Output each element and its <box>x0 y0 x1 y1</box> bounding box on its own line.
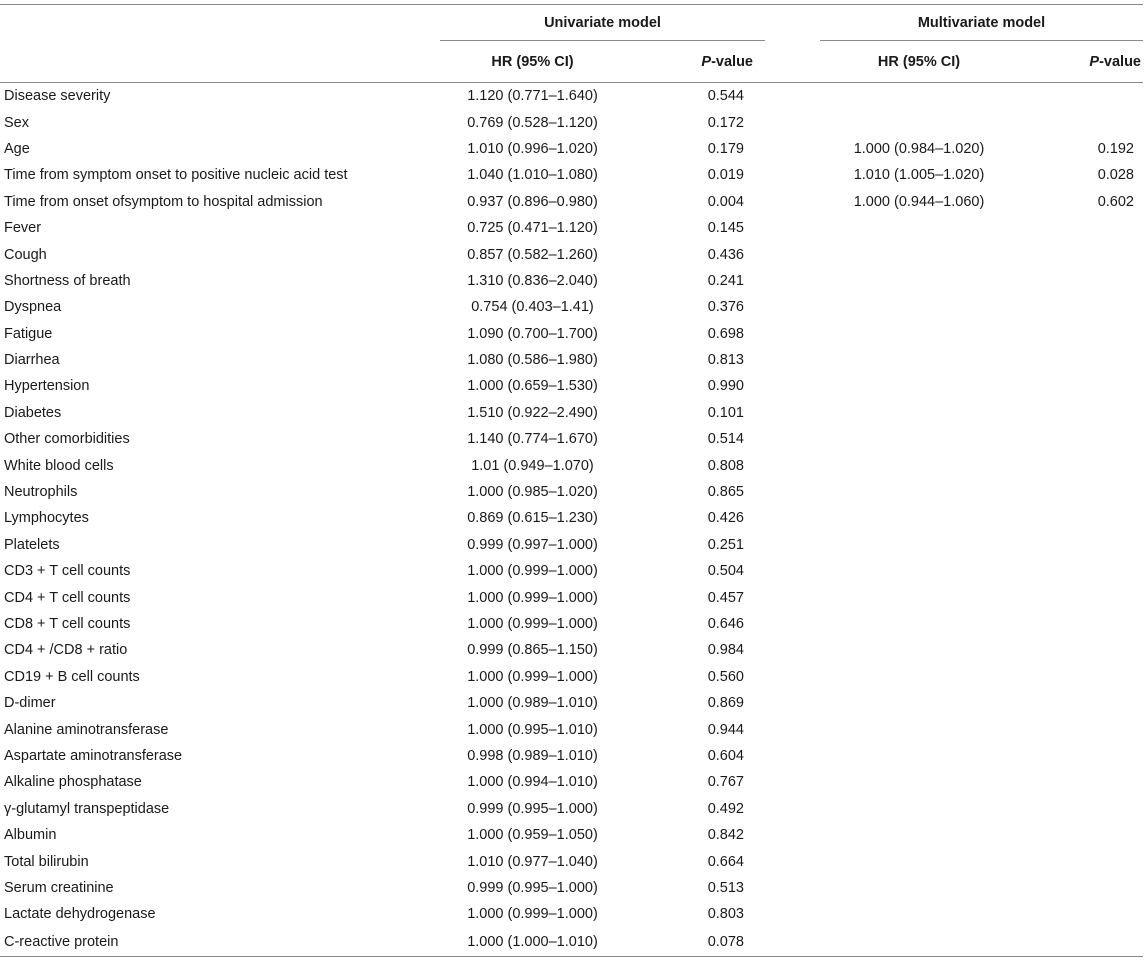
variable-cell: Time from symptom onset to positive nucleic acid test <box>4 167 348 184</box>
column-gap-cell <box>765 294 820 320</box>
univariate-hr-cell: 1.510 (0.922–2.490) <box>467 404 598 421</box>
univariate-p-value-cell: 0.251 <box>707 536 744 553</box>
multivariate-hr-cell <box>820 294 1018 320</box>
univariate-model-header: Univariate model <box>440 5 765 41</box>
variable-cell: Lymphocytes <box>4 510 89 527</box>
multivariate-p-value-cell <box>1018 426 1143 452</box>
header-gap <box>765 5 820 41</box>
variable-cell: Diarrhea <box>4 352 60 369</box>
univariate-p-value-cell: 0.813 <box>707 352 744 369</box>
variable-cell: Cough <box>4 246 47 263</box>
univariate-hr-cell: 0.725 (0.471–1.120) <box>467 220 598 237</box>
table-row <box>0 637 1143 663</box>
univariate-hr-cell: 0.937 (0.896–0.980) <box>467 193 598 210</box>
column-gap-cell <box>765 664 820 690</box>
univariate-hr-cell: 1.000 (0.989–1.010) <box>467 695 598 712</box>
column-gap-cell <box>765 268 820 294</box>
multivariate-hr-cell <box>820 611 1018 637</box>
column-gap-cell <box>765 479 820 505</box>
multivariate-p-value-cell <box>1018 294 1143 320</box>
variable-cell: Alanine aminotransferase <box>4 721 169 738</box>
univariate-p-value-cell: 0.241 <box>707 272 744 289</box>
univariate-p-value-cell: 0.865 <box>707 484 744 501</box>
table-row <box>0 452 1143 478</box>
univariate-hr-cell: 1.140 (0.774–1.670) <box>467 431 598 448</box>
variable-cell: Dyspnea <box>4 299 62 316</box>
univariate-hr-cell: 1.000 (0.995–1.010) <box>467 721 598 738</box>
univariate-hr-cell: 1.000 (0.999–1.000) <box>467 563 598 580</box>
variable-cell: Fatigue <box>4 325 53 342</box>
variable-cell: CD19 + B cell counts <box>4 668 140 685</box>
univariate-p-value-cell: 0.504 <box>707 563 744 580</box>
multivariate-p-value-cell <box>1018 268 1143 294</box>
multivariate-hr-cell <box>820 215 1018 241</box>
variable-cell: γ-glutamyl transpeptidase <box>4 800 170 817</box>
column-gap-cell <box>765 796 820 822</box>
column-gap-cell <box>765 848 820 874</box>
univariate-p-value-cell: 0.172 <box>707 114 744 131</box>
multivariate-hr-cell: 1.000 (0.944–1.060) <box>853 193 985 210</box>
variable-cell: Alkaline phosphatase <box>4 774 142 791</box>
column-gap-cell <box>765 452 820 478</box>
multivariate-p-value-header: P-value <box>1018 41 1143 83</box>
multivariate-p-value-cell <box>1018 109 1143 135</box>
multivariate-p-value-cell <box>1018 532 1143 558</box>
univariate-hr-cell: 1.000 (0.959–1.050) <box>467 827 598 844</box>
variable-cell: White blood cells <box>4 457 114 474</box>
univariate-hr-cell: 1.000 (0.999–1.000) <box>467 668 598 685</box>
table-row <box>0 373 1143 399</box>
multivariate-p-value-cell: 0.192 <box>1097 140 1134 157</box>
column-gap-cell <box>765 347 820 373</box>
table-row <box>0 611 1143 637</box>
table-row <box>0 83 1143 110</box>
univariate-p-value-cell: 0.078 <box>625 928 765 957</box>
multivariate-p-value-cell <box>1018 716 1143 742</box>
multivariate-p-value-cell <box>1018 743 1143 769</box>
univariate-hr-cell: 1.310 (0.836–2.040) <box>467 272 598 289</box>
table-row <box>0 769 1143 795</box>
column-gap-cell <box>765 875 820 901</box>
table-row <box>0 215 1143 241</box>
column-gap-cell <box>765 690 820 716</box>
table-row <box>0 109 1143 135</box>
univariate-p-value-cell: 0.604 <box>707 747 744 764</box>
variable-cell: Aspartate aminotransferase <box>4 747 183 764</box>
univariate-hr-cell: 0.754 (0.403–1.41) <box>471 299 594 316</box>
variable-cell: D-dimer <box>4 695 56 712</box>
multivariate-hr-cell <box>820 479 1018 505</box>
univariate-hr-cell: 0.999 (0.997–1.000) <box>467 536 598 553</box>
univariate-p-value-cell: 0.767 <box>707 774 744 791</box>
table-row <box>0 241 1143 267</box>
univariate-hr-cell: 0.998 (0.989–1.010) <box>467 747 598 764</box>
multivariate-p-value-cell <box>1018 452 1143 478</box>
variable-cell: Fever <box>4 220 42 237</box>
table-row <box>0 664 1143 690</box>
multivariate-hr-cell <box>820 822 1018 848</box>
table-row <box>0 901 1143 927</box>
univariate-p-value-cell: 0.646 <box>707 616 744 632</box>
column-gap-cell <box>765 743 820 769</box>
table-row <box>0 505 1143 531</box>
multivariate-p-value-cell <box>1018 848 1143 874</box>
table-row <box>0 928 1143 957</box>
multivariate-p-value-cell <box>1018 373 1143 399</box>
hazard-ratio-table <box>0 4 1143 957</box>
univariate-hr-cell: 1.010 (0.977–1.040) <box>467 853 598 870</box>
univariate-p-value-cell: 0.544 <box>707 88 744 105</box>
univariate-p-value-cell: 0.376 <box>707 299 744 316</box>
multivariate-p-value-cell: 0.028 <box>1097 167 1134 184</box>
multivariate-p-value-cell <box>1018 822 1143 848</box>
column-gap-cell <box>765 373 820 399</box>
multivariate-p-value-cell <box>1018 215 1143 241</box>
column-gap <box>765 41 820 83</box>
table-row <box>0 268 1143 294</box>
variable-cell: Shortness of breath <box>4 272 131 289</box>
table-row <box>0 875 1143 901</box>
column-gap-cell <box>765 83 820 110</box>
multivariate-hr-cell: 1.000 (0.984–1.020) <box>853 140 985 157</box>
multivariate-p-value-cell <box>1018 241 1143 267</box>
univariate-hr-cell: 1.000 (0.999–1.000) <box>467 616 598 632</box>
table-body <box>0 83 1143 957</box>
multivariate-p-value-cell <box>1018 769 1143 795</box>
column-gap-cell <box>765 241 820 267</box>
column-gap-cell <box>765 928 820 957</box>
table-row <box>0 584 1143 610</box>
variable-cell: Albumin <box>4 827 57 844</box>
univariate-hr-cell: 1.000 (1.000–1.010) <box>440 928 625 957</box>
table-row <box>0 532 1143 558</box>
table-row <box>0 796 1143 822</box>
multivariate-hr-cell <box>820 347 1018 373</box>
multivariate-p-value-cell <box>1018 611 1143 637</box>
variable-cell: Lactate dehydrogenase <box>4 906 156 923</box>
univariate-p-value-header: P-value <box>625 41 765 83</box>
column-gap-cell <box>765 505 820 531</box>
variable-cell: Disease severity <box>4 88 111 105</box>
multivariate-hr-cell <box>820 109 1018 135</box>
multivariate-p-value-cell <box>1018 637 1143 663</box>
multivariate-hr-cell <box>820 426 1018 452</box>
multivariate-p-value-cell <box>1018 664 1143 690</box>
univariate-hr-cell: 1.000 (0.994–1.010) <box>467 774 598 791</box>
multivariate-hr-cell <box>820 743 1018 769</box>
multivariate-hr-cell <box>820 690 1018 716</box>
variable-cell: Time from onset ofsymptom to hospital admission <box>4 193 323 210</box>
multivariate-hr-cell: 1.010 (1.005–1.020) <box>853 167 985 184</box>
column-gap-cell <box>765 136 820 162</box>
table-row <box>0 162 1143 188</box>
univariate-p-value-cell: 0.698 <box>707 325 744 342</box>
column-gap-cell <box>765 558 820 584</box>
univariate-hr-cell: 1.000 (0.999–1.000) <box>467 589 598 606</box>
variable-cell: Sex <box>4 114 29 131</box>
header-spacer <box>0 5 440 41</box>
column-gap-cell <box>765 637 820 663</box>
univariate-hr-cell: 0.999 (0.995–1.000) <box>467 800 598 817</box>
column-gap-cell <box>765 584 820 610</box>
univariate-p-value-cell: 0.513 <box>707 879 744 896</box>
multivariate-hr-cell <box>820 664 1018 690</box>
table-row <box>0 743 1143 769</box>
univariate-hr-cell: 1.120 (0.771–1.640) <box>467 88 598 105</box>
variable-cell: Platelets <box>4 536 60 553</box>
multivariate-hr-cell <box>820 584 1018 610</box>
table-row <box>0 189 1143 215</box>
univariate-p-value-cell: 0.869 <box>707 695 744 712</box>
univariate-hr-cell: 1.080 (0.586–1.980) <box>467 352 598 369</box>
table-row <box>0 479 1143 505</box>
multivariate-p-value-cell: 0.602 <box>1097 193 1134 210</box>
column-gap-cell <box>765 532 820 558</box>
multivariate-hr-cell <box>820 373 1018 399</box>
table-row <box>0 848 1143 874</box>
multivariate-hr-cell <box>820 796 1018 822</box>
multivariate-p-value-cell <box>1018 875 1143 901</box>
univariate-p-value-cell: 0.808 <box>707 457 744 474</box>
univariate-p-value-cell: 0.004 <box>707 193 744 210</box>
table-row <box>0 400 1143 426</box>
multivariate-hr-cell <box>820 505 1018 531</box>
multivariate-hr-cell <box>820 532 1018 558</box>
multivariate-hr-cell <box>820 558 1018 584</box>
column-gap-cell <box>765 189 820 215</box>
univariate-p-value-cell: 0.179 <box>707 140 744 157</box>
univariate-p-value-cell: 0.426 <box>707 510 744 527</box>
variable-cell: Neutrophils <box>4 484 78 501</box>
multivariate-hr-header: HR (95% CI) <box>820 41 1018 83</box>
variable-cell: CD8 + T cell counts <box>4 616 131 632</box>
multivariate-hr-cell <box>820 875 1018 901</box>
table-row <box>0 690 1143 716</box>
univariate-p-value-cell: 0.984 <box>707 642 744 659</box>
multivariate-hr-cell <box>820 241 1018 267</box>
variable-cell: Total bilirubin <box>4 853 89 870</box>
univariate-p-value-cell: 0.492 <box>707 800 744 817</box>
univariate-hr-cell: 1.090 (0.700–1.700) <box>467 325 598 342</box>
variable-cell: CD4 + T cell counts <box>4 589 131 606</box>
multivariate-p-value-cell <box>1018 83 1143 110</box>
multivariate-hr-cell <box>820 848 1018 874</box>
univariate-hr-cell: 1.000 (0.659–1.530) <box>467 378 598 395</box>
multivariate-p-value-cell <box>1018 901 1143 927</box>
variable-cell: Age <box>4 140 30 157</box>
column-gap-cell <box>765 901 820 927</box>
multivariate-p-value-cell <box>1018 479 1143 505</box>
table-row <box>0 294 1143 320</box>
univariate-hr-cell: 0.769 (0.528–1.120) <box>467 114 598 131</box>
univariate-p-value-cell: 0.664 <box>707 853 744 870</box>
multivariate-hr-cell <box>820 928 1018 957</box>
multivariate-hr-cell <box>820 321 1018 347</box>
multivariate-hr-cell <box>820 83 1018 110</box>
table-row <box>0 321 1143 347</box>
variable-cell: C-reactive protein <box>0 928 440 957</box>
table-row <box>0 716 1143 742</box>
column-gap-cell <box>765 716 820 742</box>
multivariate-hr-cell <box>820 901 1018 927</box>
univariate-p-value-cell: 0.944 <box>707 721 744 738</box>
variable-cell: CD3 + T cell counts <box>4 563 131 580</box>
multivariate-hr-cell <box>820 769 1018 795</box>
univariate-p-value-cell: 0.990 <box>707 378 744 395</box>
multivariate-hr-cell <box>820 400 1018 426</box>
univariate-p-value-cell: 0.457 <box>707 589 744 606</box>
column-gap-cell <box>765 426 820 452</box>
multivariate-hr-cell <box>820 268 1018 294</box>
table-row <box>0 136 1143 162</box>
column-gap-cell <box>765 162 820 188</box>
univariate-p-value-cell: 0.803 <box>707 906 744 923</box>
univariate-p-value-cell: 0.019 <box>707 167 744 184</box>
univariate-hr-cell: 1.01 (0.949–1.070) <box>471 457 594 474</box>
variable-cell: Other comorbidities <box>4 431 130 448</box>
univariate-hr-cell: 1.000 (0.999–1.000) <box>467 906 598 923</box>
table-row <box>0 347 1143 373</box>
univariate-hr-cell: 0.857 (0.582–1.260) <box>467 246 598 263</box>
table-header <box>0 5 1143 83</box>
multivariate-p-value-cell <box>1018 558 1143 584</box>
univariate-hr-cell: 1.000 (0.985–1.020) <box>467 484 598 501</box>
multivariate-p-value-cell <box>1018 928 1143 957</box>
variable-cell: Hypertension <box>4 378 90 395</box>
univariate-p-value-cell: 0.560 <box>707 668 744 685</box>
variable-column-header <box>0 41 440 83</box>
univariate-hr-cell: 0.999 (0.995–1.000) <box>467 879 598 896</box>
univariate-hr-cell: 0.869 (0.615–1.230) <box>467 510 598 527</box>
univariate-p-value-cell: 0.842 <box>707 827 744 844</box>
multivariate-p-value-cell <box>1018 690 1143 716</box>
table-row <box>0 558 1143 584</box>
multivariate-p-value-cell <box>1018 347 1143 373</box>
univariate-p-value-cell: 0.101 <box>707 404 744 421</box>
univariate-p-value-cell: 0.436 <box>707 246 744 263</box>
univariate-hr-cell: 0.999 (0.865–1.150) <box>467 642 598 659</box>
column-gap-cell <box>765 321 820 347</box>
column-gap-cell <box>765 769 820 795</box>
multivariate-hr-cell <box>820 452 1018 478</box>
multivariate-p-value-cell <box>1018 505 1143 531</box>
multivariate-p-value-cell <box>1018 796 1143 822</box>
multivariate-p-value-cell <box>1018 584 1143 610</box>
univariate-hr-cell: 1.040 (1.010–1.080) <box>467 167 598 184</box>
column-gap-cell <box>765 611 820 637</box>
multivariate-p-value-cell <box>1018 400 1143 426</box>
univariate-p-value-cell: 0.145 <box>707 220 744 237</box>
table-row <box>0 822 1143 848</box>
column-gap-cell <box>765 400 820 426</box>
univariate-p-value-cell: 0.514 <box>707 431 744 448</box>
column-gap-cell <box>765 109 820 135</box>
variable-cell: Serum creatinine <box>4 879 114 896</box>
univariate-hr-cell: 1.010 (0.996–1.020) <box>467 140 598 157</box>
multivariate-hr-cell <box>820 637 1018 663</box>
table-row <box>0 426 1143 452</box>
multivariate-hr-cell <box>820 716 1018 742</box>
variable-cell: Diabetes <box>4 404 62 421</box>
column-gap-cell <box>765 215 820 241</box>
multivariate-p-value-cell <box>1018 321 1143 347</box>
multivariate-model-header: Multivariate model <box>820 5 1143 41</box>
column-gap-cell <box>765 822 820 848</box>
univariate-hr-header: HR (95% CI) <box>440 41 625 83</box>
variable-cell: CD4 + /CD8 + ratio <box>4 642 128 659</box>
